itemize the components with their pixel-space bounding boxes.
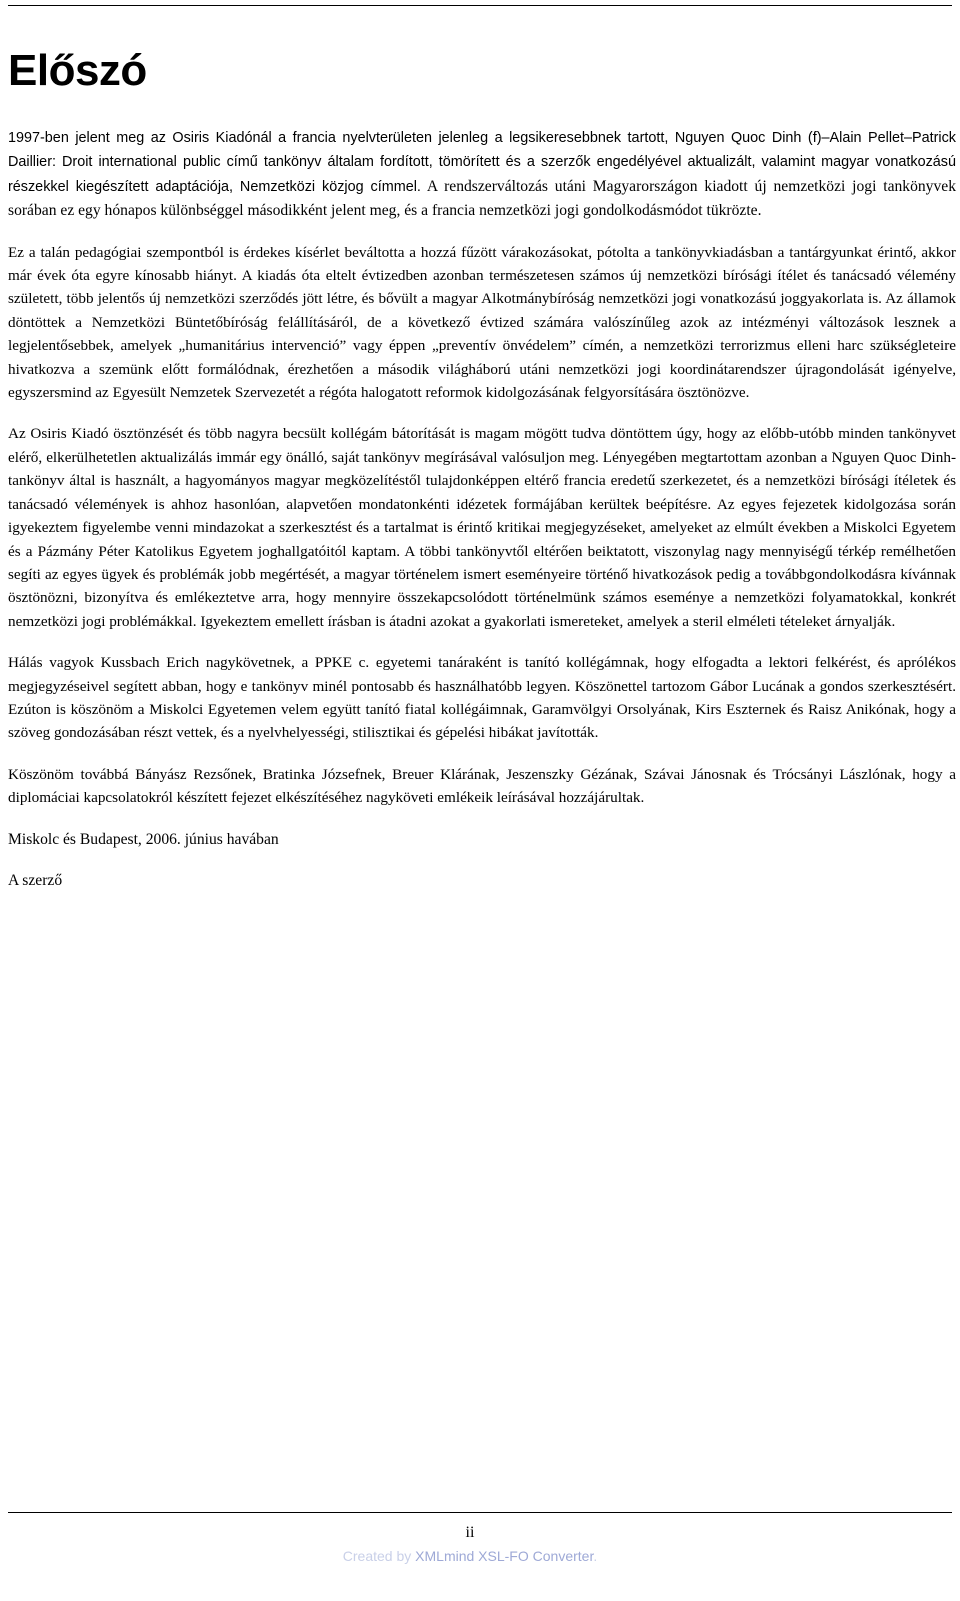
paragraph-1 [8,126,956,223]
converter-watermark [0,1548,940,1564]
watermark-suffix: . [593,1548,598,1564]
page-number: ii [465,1524,475,1541]
page-title: Előszó [8,46,147,95]
signature: A szerző [8,871,63,889]
footer-divider [8,1512,952,1513]
watermark-brand-link[interactable]: XMLmind XSL-FO Converter [415,1548,594,1564]
paragraph-1-part-a: 1997-ben jelent meg az Osiris Kiadónál a francia nyelvterületen jelenleg a legsikeresebbnek tartott, Nguyen Quoc Dinh (f)–Alain Pellet–Patrick Daillier: Droit international public című tankönyv általam fordított, tömörített és a szerzők engedélyével aktualizált, valamint magyar vonatkozású részekkel kiegészített adaptációja, Nemzetközi közjog címmel. [8,130,956,195]
watermark-prefix: Created by [342,1548,416,1564]
paragraph-5: Köszönöm továbbá Bányász Rezsőnek, Bratinka Józsefnek, Breuer Klárának, Jeszenszky Gézának, Szávai Jánosnak és Trócsányi Lászlónak, hogy a diplomáciai kapcsolatokról készített fejezet elkészítéséhez nagyköveti emlékeik leírásával hozzájárultak. [8,765,956,807]
top-divider [8,5,952,6]
preface-body [8,126,956,910]
paragraph-2: Ez a talán pedagógiai szempontból is érdekes kísérlet beváltotta a hozzá fűzött várakozásokat, pótolta a tankönyvkiadásban a tantárgyunkat érintő, akkor már évek óta egyre kínosabb hiányt. A kiadás óta eltelt évtizedben azonban természetesen számos új nemzetközi bírósági ítélet és tanácsadó vélemény született, több jelentős új nemzetközi szerződés jött létre, és bővült a magyar Alkotmánybíróság nemzetközi jogi vonatkozású joggyakorlata is. Az államok döntöttek a Nemzetközi Büntetőbíróság felállításáról, de a következő évtized számára valószínűleg azok az intézményi változások lesznek a legjelentősebbek, amelyek „humanitárius intervenció” vagy éppen „preventív önvédelem” címén, a nemzetközi terrorizmus elleni harc szükségleteire hivatkozva a szemünk előtt formálódnak, érezhetően a második világháború utáni nemzetközi jogi koordinátarendszer újragondolását igényelve, egyszersmind az Egyesült Nemzetek Szervezetét a régóta halogatott reformok kidolgozásának felgyorsítására ösztönözve. [8,243,956,402]
paragraph-1-part-b: A rendszerváltozás utáni Magyarországon kiadott új nemzetközi jogi tankönyvek sorában ez egy hónapos különbséggel másodikként jelent meg, és a francia nemzetközi jogi gondolkodásmódot tükrözte. [8,177,956,220]
paragraph-4: Hálás vagyok Kussbach Erich nagykövetnek, a PPKE c. egyetemi tanáraként is tanító kollégámnak, hogy elfogadta a lektori felkérést, és aprólékos megjegyzéseivel segített abban, hogy e tankönyv minél pontosabb és használhatóbb legyen. Köszönettel tartozom Gábor Lucának a gondos szerkesztésért. Ezúton is köszönöm a Miskolci Egyetemen velem együtt tanító fiatal kollégáimnak, Garamvölgyi Orsolyának, Kirs Eszternek és Raisz Anikónak, hogy a szöveg gondozásában részt vettek, és a nyelvhelyességi, stilisztikai és gépelési hibákat javították. [8,654,956,742]
place-and-date: Miskolc és Budapest, 2006. június havában [8,830,279,848]
paragraph-3: Az Osiris Kiadó ösztönzését és több nagyra becsült kollégám bátorítását is magam mögött tudva döntöttem úgy, hogy az előbb-utóbb minden tankönyvet elérő, elkerülhetetlen aktualizálás immár egy önálló, saját tankönyv megírásával valósuljon meg. Lényegében megtartottam azonban a Nguyen Quoc Dinh-tankönyv által is használt, a hagyományos magyar megközelítéstől tulajdonképpen eltérő francia eredetű szerkezetet, és a nemzetközi bírósági ítéletek és tanácsadó vélemények is ahhoz hasonlóan, alapvetően mondatonkénti idézetek formájában kerültek beépítésre. Az egyes fejezetek kidolgozása során igyekeztem figyelembe venni mindazokat a szerkesztést és a tartalmat is érintő kritikai megjegyzéseket, amelyeket az elmúlt években a Miskolci Egyetem és a Pázmány Péter Katolikus Egyetem joghallgatóitól kaptam. A többi tankönyvtől eltérően beiktatott, viszonylag nagy mennyiségű térkép remélhetően segíti az egyes ügyek és problémák jobb megértését, a magyar történelem ismert eseményeire történő hivatkozások pedig a továbbgondolkodásra kívánnak ösztönözni, bizonyítva és emlékeztetve arra, hogy mennyire összekapcsolódott történelmünk számos eseménye a nemzetközi folyamatokkal, konkrét nemzetközi jogi problémákkal. Igyekeztem emellett írásban is átadni azokat a gyakorlati ismereteket, amelyek a steril elméleti tételeket árnyalják. [8,425,956,630]
